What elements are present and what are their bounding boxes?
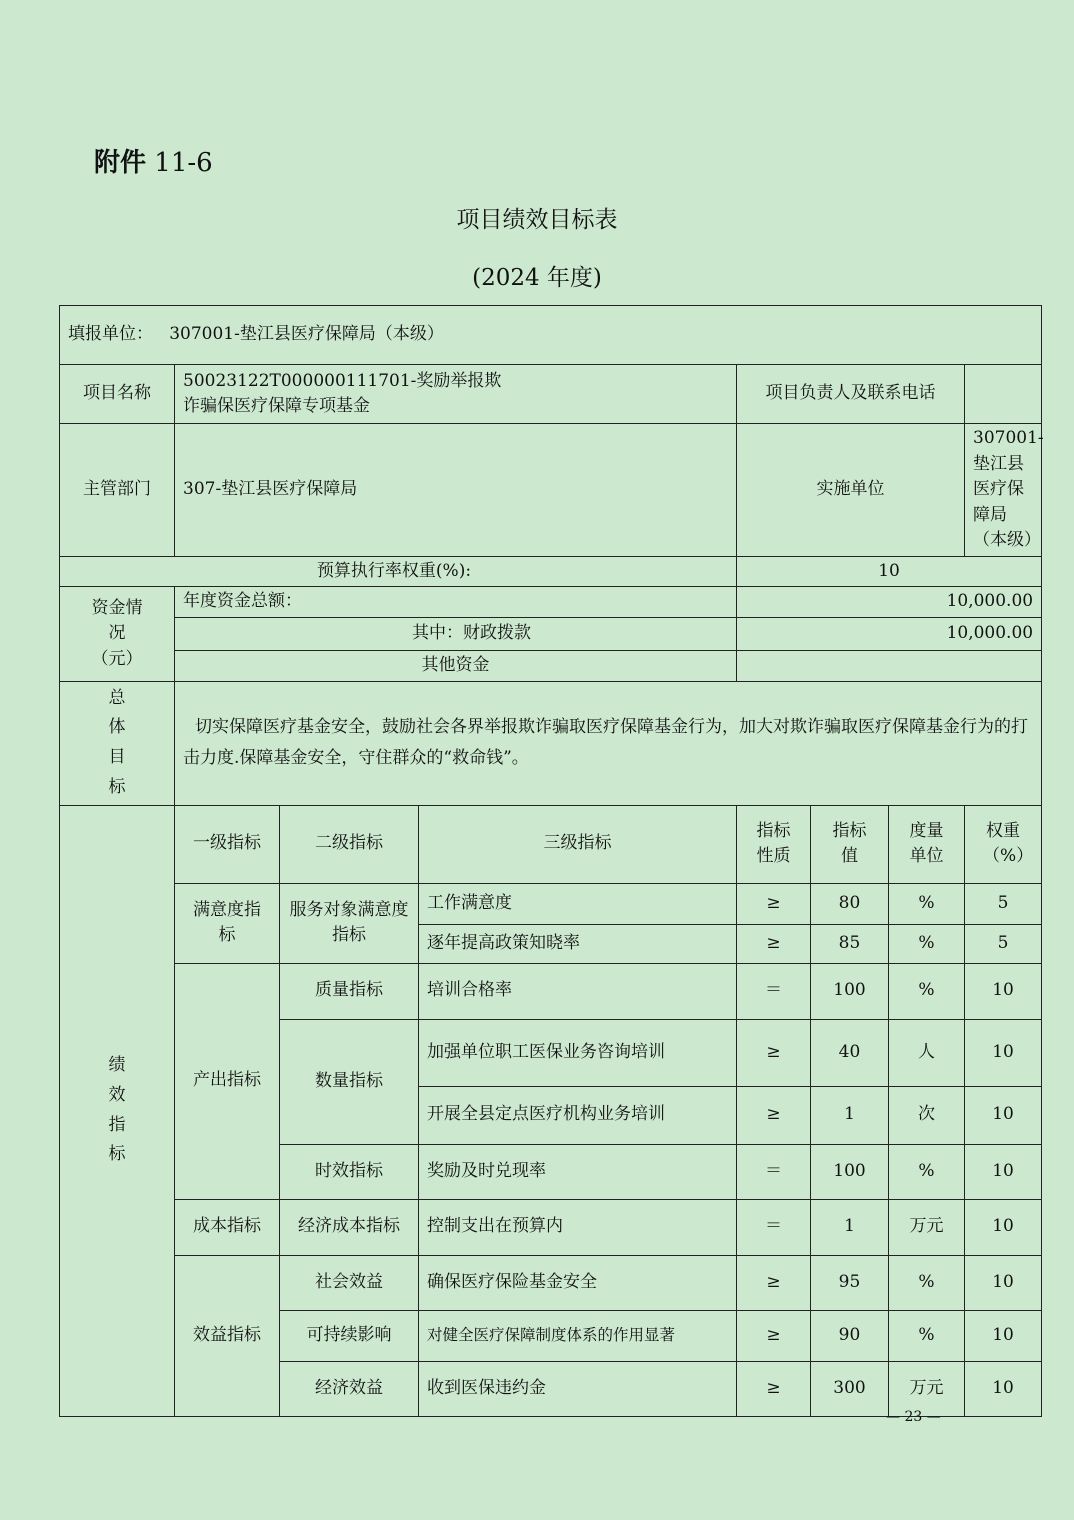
funds-other-row	[60, 650, 1042, 681]
indicator-unit: %	[889, 1144, 965, 1199]
goal-text	[175, 681, 1042, 805]
funds-total-label: 年度资金总额：	[175, 587, 737, 618]
subgroup-timeliness: 时效指标	[280, 1144, 419, 1199]
indicator-nature: ≥	[737, 1019, 811, 1086]
indicator-name: 确保医疗保险基金安全	[419, 1255, 737, 1310]
funds-fiscal-row	[60, 617, 1042, 650]
indicator-value: 95	[811, 1255, 889, 1310]
indicator-unit: 次	[889, 1086, 965, 1144]
subgroup-service: 服务对象满意度指标	[280, 883, 419, 963]
indicator-nature: ＝	[737, 963, 811, 1019]
fill-unit-label: 填报单位：	[68, 324, 153, 345]
indicator-nature: ≥	[737, 1361, 811, 1416]
impl-label: 实施单位	[737, 424, 965, 557]
indicator-weight: 10	[965, 1361, 1042, 1416]
funds-fiscal-value: 10,000.00	[737, 617, 1042, 650]
indicator-name: 开展全县定点医疗机构业务培训	[419, 1086, 737, 1144]
contact-value	[965, 365, 1042, 424]
group-output: 产出指标	[175, 963, 280, 1199]
indicator-unit: %	[889, 1255, 965, 1310]
table-row	[60, 1255, 1042, 1310]
table-row	[60, 963, 1042, 1019]
performance-target-table	[59, 305, 1042, 1417]
indicator-name: 对健全医疗保障制度体系的作用显著	[419, 1310, 737, 1361]
indicator-value: 100	[811, 1144, 889, 1199]
indicator-nature: ＝	[737, 1199, 811, 1255]
page-number-text: — 23 —	[886, 1409, 941, 1425]
indicator-value: 1	[811, 1199, 889, 1255]
indicator-name: 控制支出在预算内	[419, 1199, 737, 1255]
group-satisfaction: 满意度指标	[175, 883, 280, 963]
goal-row	[60, 681, 1042, 805]
indicator-unit: %	[889, 883, 965, 924]
indicator-value: 300	[811, 1361, 889, 1416]
project-name-text: 50023122T000000111701-奖励举报欺诈骗保医疗保障专项基金	[183, 370, 502, 416]
indicator-name: 收到医保违约金	[419, 1361, 737, 1416]
indicator-unit: %	[889, 924, 965, 963]
goal-text-content: 切实保障医疗基金安全，鼓励社会各界举报欺诈骗取医疗保障基金行为，加大对欺诈骗取医疗保障基金行为的打击力度.保障基金安全，守住群众的“救命钱”。	[183, 716, 1028, 768]
indicator-nature: ＝	[737, 1144, 811, 1199]
indicator-weight: 5	[965, 924, 1042, 963]
indicator-weight: 10	[965, 963, 1042, 1019]
indicator-header-row	[60, 805, 1042, 883]
indicator-value: 1	[811, 1086, 889, 1144]
table-row	[60, 883, 1042, 924]
project-name-value	[175, 365, 737, 424]
indicators-section-text: 绩效指标	[108, 1055, 126, 1165]
subgroup-social: 社会效益	[280, 1255, 419, 1310]
goal-label	[60, 681, 175, 805]
subgroup-quantity: 数量指标	[280, 1019, 419, 1144]
indicator-name: 逐年提高政策知晓率	[419, 924, 737, 963]
header-level2: 二级指标	[280, 805, 419, 883]
subgroup-econ-cost: 经济成本指标	[280, 1199, 419, 1255]
indicator-value: 90	[811, 1310, 889, 1361]
subgroup-quality: 质量指标	[280, 963, 419, 1019]
indicator-weight: 10	[965, 1199, 1042, 1255]
subgroup-econ-benefit: 经济效益	[280, 1361, 419, 1416]
fill-unit-cell	[60, 306, 1042, 365]
indicator-nature: ≥	[737, 1086, 811, 1144]
budget-weight-label: 预算执行率权重(%):	[60, 556, 737, 587]
project-name-row	[60, 365, 1042, 424]
funds-fiscal-label: 其中：财政拨款	[175, 617, 737, 650]
funds-other-label: 其他资金	[175, 650, 737, 681]
funds-other-value	[737, 650, 1042, 681]
fill-unit-value: 307001-垫江县医疗保障局（本级）	[169, 324, 444, 345]
table-row	[60, 1199, 1042, 1255]
attachment-number: 11-6	[154, 148, 213, 178]
indicator-unit: 万元	[889, 1361, 965, 1416]
attachment-prefix: 附件	[94, 148, 147, 178]
indicator-nature: ≥	[737, 883, 811, 924]
funds-total-value: 10,000.00	[737, 587, 1042, 618]
indicator-value: 80	[811, 883, 889, 924]
document-title: 项目绩效目标表	[456, 207, 618, 233]
indicator-name: 加强单位职工医保业务咨询培训	[419, 1019, 737, 1086]
fill-unit-row	[60, 306, 1042, 365]
funds-label	[60, 587, 175, 682]
contact-label: 项目负责人及联系电话	[737, 365, 965, 424]
dept-value: 307-垫江县医疗保障局	[175, 424, 737, 557]
budget-weight-row	[60, 556, 1042, 587]
header-nature: 指标性质	[737, 805, 811, 883]
dept-row	[60, 424, 1042, 557]
indicator-weight: 10	[965, 1255, 1042, 1310]
impl-value-cell	[965, 424, 1042, 557]
indicator-value: 85	[811, 924, 889, 963]
subgroup-sustain: 可持续影响	[280, 1310, 419, 1361]
indicator-unit: 人	[889, 1019, 965, 1086]
indicator-name: 培训合格率	[419, 963, 737, 1019]
indicator-unit: %	[889, 963, 965, 1019]
indicator-nature: ≥	[737, 1255, 811, 1310]
indicator-weight: 10	[965, 1086, 1042, 1144]
indicator-value: 40	[811, 1019, 889, 1086]
indicator-weight: 10	[965, 1019, 1042, 1086]
header-unit: 度量单位	[889, 805, 965, 883]
indicator-nature: ≥	[737, 924, 811, 963]
indicator-unit: %	[889, 1310, 965, 1361]
indicators-section-label	[60, 805, 175, 1416]
document-subtitle: (2024 年度)	[472, 265, 602, 291]
header-weight: 权重（%）	[965, 805, 1042, 883]
indicator-unit: 万元	[889, 1199, 965, 1255]
header-level1: 一级指标	[175, 805, 280, 883]
group-cost: 成本指标	[175, 1199, 280, 1255]
indicator-weight: 5	[965, 883, 1042, 924]
funds-total-row	[60, 587, 1042, 618]
indicator-weight: 10	[965, 1144, 1042, 1199]
indicator-weight: 10	[965, 1310, 1042, 1361]
indicator-name: 工作满意度	[419, 883, 737, 924]
project-name-label: 项目名称	[60, 365, 175, 424]
header-level3: 三级指标	[419, 805, 737, 883]
budget-weight-value: 10	[737, 556, 1042, 587]
indicator-nature: ≥	[737, 1310, 811, 1361]
header-value: 指标值	[811, 805, 889, 883]
impl-value: 307001-垫江县医疗保障局（本级）	[973, 428, 1044, 550]
dept-label: 主管部门	[60, 424, 175, 557]
group-benefit: 效益指标	[175, 1255, 280, 1416]
funds-label-text: 资金情况（元）	[91, 597, 143, 669]
indicator-name: 奖励及时兑现率	[419, 1144, 737, 1199]
attachment-label	[94, 142, 213, 179]
indicator-value: 100	[811, 963, 889, 1019]
goal-label-text: 总体目标	[108, 687, 126, 797]
